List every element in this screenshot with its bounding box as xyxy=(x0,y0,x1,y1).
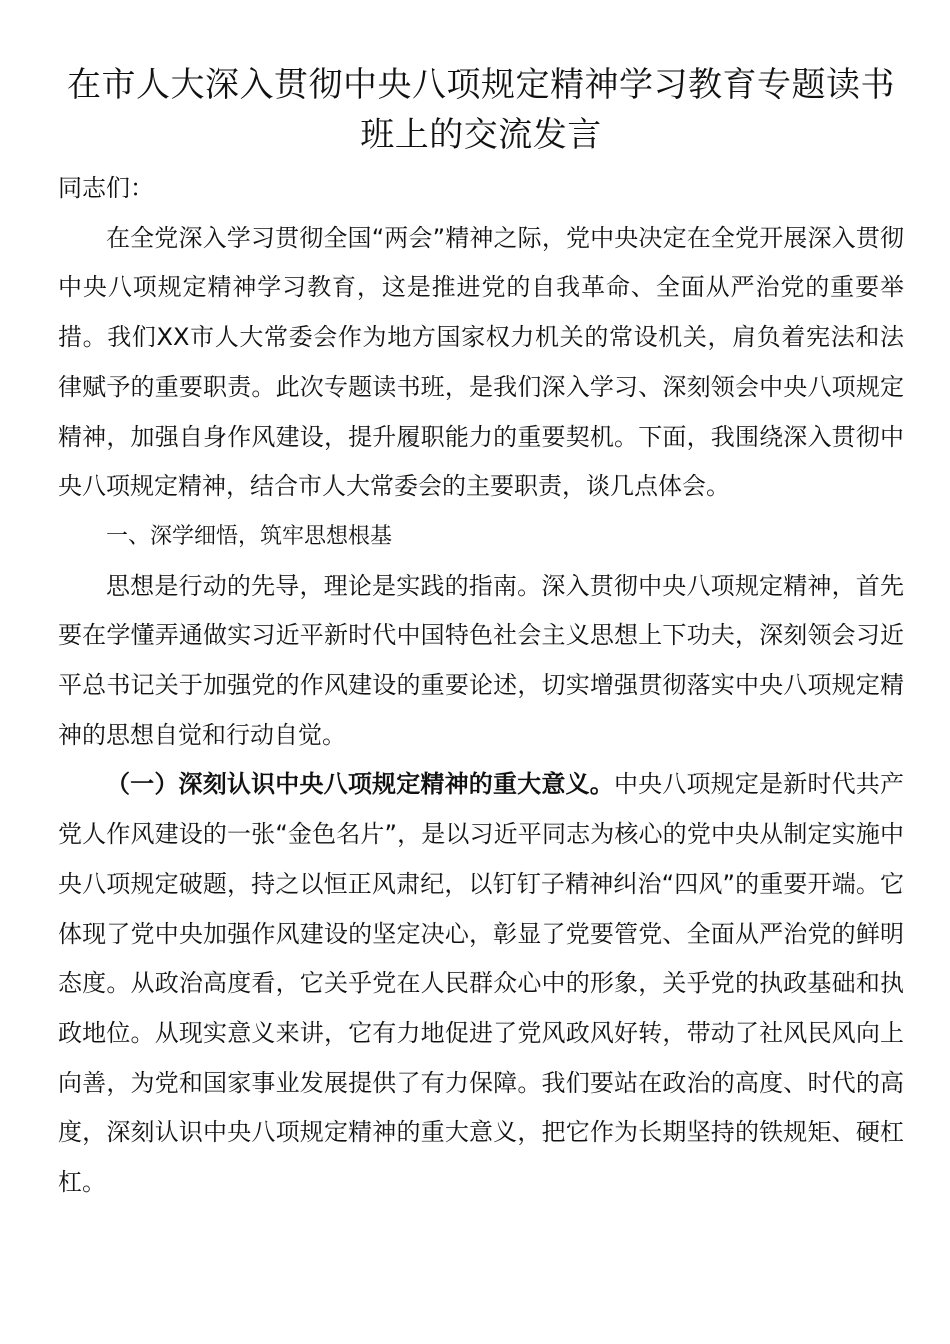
section-heading-1: 一、深学细悟，筑牢思想根基 xyxy=(106,523,393,549)
document-page xyxy=(58,60,904,1208)
section-1-paragraph: 思想是行动的先导，理论是实践的指南。深入贯彻中央八项规定精神，首先要在学懂弄通做实习近平新时代中国特色社会主义思想上下功夫，深刻领会习近平总书记关于加强党的作风建设的重要论述，切实增强贯彻落实中央八项规定精神的思想自觉和行动自觉。 xyxy=(58,571,904,749)
subsection-1-body: 中央八项规定是新时代共产党人作风建设的一张“金色名片”，是以习近平同志为核心的党中央从制定实施中央八项规定破题，持之以恒正风肃纪，以钉钉子精神纠治“四风”的重要开端。它体现了党中央加强作风建设的坚定决心，彰显了党要管党、全面从严治党的鲜明态度。从政治高度看，它关乎党在人民群众心中的形象，关乎党的执政基础和执政地位。从现实意义来讲，它有力地促进了党风政风好转，带动了社风民风向上向善，为党和国家事业发展提供了有力保障。我们要站在政治的高度、时代的高度，深刻认识中央八项规定精神的重大意义，把它作为长期坚持的铁规矩、硬杠杠。 xyxy=(58,770,904,1197)
subsection-1-lead: （一）深刻认识中央八项规定精神的重大意义。 xyxy=(106,770,614,799)
document-title: 在市人大深入贯彻中央八项规定精神学习教育专题读书班上的交流发言 xyxy=(67,65,895,155)
subsection-1-paragraph xyxy=(58,760,904,1207)
intro-paragraph: 在全党深入学习贯彻全国“两会”精神之际，党中央决定在全党开展深入贯彻中央八项规定精神学习教育，这是推进党的自我革命、全面从严治党的重要举措。我们XX市人大常委会作为地方国家权力机关的常设机关，肩负着宪法和法律赋予的重要职责。此次专题读书班，是我们深入学习、深刻领会中央八项规定精神，加强自身作风建设，提升履职能力的重要契机。下面，我围绕深入贯彻中央八项规定精神，结合市人大常委会的主要职责，谈几点体会。 xyxy=(58,223,904,501)
salutation: 同志们： xyxy=(58,174,154,202)
